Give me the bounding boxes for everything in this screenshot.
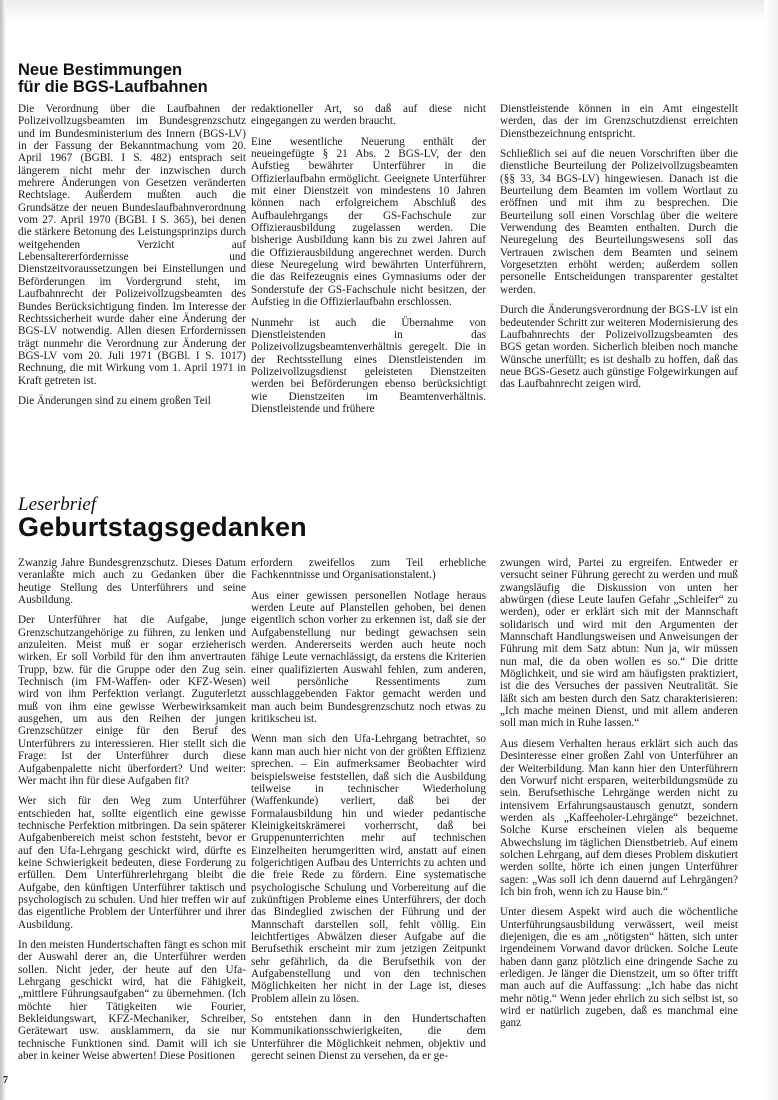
paragraph: Die Verordnung über die Laufbahnen der Polizeivollzugsbeamten im Bundesgrenzschutz und im Bundesministerium des Innern (BGS-LV) in der Fassung der Bekanntmachung vom 20. April 1967 (BGBl. I S. 482) entsprach seit längerem nicht mehr der inzwischen durch mehrere Änderungen von Gesetzen veränderten Rechtslage. Außerdem mußten auch die Grundsätze der neuen Bundeslaufbahnverordnung vom 27. April 1970 (BGBl. I S. 365), bei denen die stärkere Betonung des Leistungsprinzips durch weitgehenden Verzicht auf Lebensaltererfordernisse und Dienstzeitvoraussetzungen bei Einstellungen und Beförderungen im Vordergrund steht, im Laufbahnrecht der Polizeivollzugsbeamten des Bundes Berücksichtigung finden. Im Interesse der Rechtssicherheit wurde daher eine Änderung der BGS-LV notwendig. Allen diesen Erfordernissen trägt nunmehr die Verordnung zur Änderung der BGS-LV vom 20. Juli 1971 (BGBl. I S. 1017) Rechnung, die mit Wirkung vom 1. April 1971 in Kraft getreten ist. — [18, 103, 246, 387]
article1-headline — [18, 62, 208, 96]
scan-shadow-top — [0, 0, 778, 22]
paragraph: Die Änderungen sind zu einem großen Teil — [18, 394, 211, 407]
article1-headline-line2: für die BGS-Laufbahnen — [18, 78, 208, 96]
paragraph: Wenn man sich den Ufa-Lehrgang betrachtet, so kann man auch hier nicht von der größten Effizienz sprechen. – Ein aufmerksamer Beobachter wird beispielsweise feststellen, daß sich die Ausbildung teilweise in technischer Wiederholung (Waffenkunde) verliert, daß bei der Formalausbildung hin und wieder pedantische Kleinigkeitskrämerei vorherrscht, daß bei Gruppenunterrichten mehr auf technischen Einzelheiten herumgeritten wird, anstatt auf einen folgerichtigen Aufbau des Unterrichts zu achten und die freie Rede zu fördern. Eine systematische psychologische Schulung und Vorbereitung auf die zukünftigen Probleme eines Unterführers, der doch das Bindeglied zwischen der Führung und der Mannschaft darstellen soll, fehlt völlig. Ein leichtfertiges Abwälzen dieser Aufgabe auf die Berufsethik erscheint mir zum jetzigen Zeitpunkt sehr gefährlich, da die Berufsethik von der Aufgabenstellung und von den technischen Möglichkeiten her nicht in der Lage ist, dieses Problem allein zu lösen. — [251, 733, 486, 1005]
article1-column-2 — [251, 103, 486, 423]
page-number: 7 — [3, 1075, 8, 1086]
paragraph: Unter diesem Aspekt wird auch die wöchentliche Unterführungsausbildung verwässert, weil meist diejenigen, die es am „nötigsten“ hätten, sich unter irgendeinem Vorwand davor drücken. Solche Leute haben dann ganz plötzlich eine dringende Sache zu erledigen. Je länger die Dienstzeit, um so öfter trifft man auch auf die Auffassung: „Ich habe das nicht mehr nötig.“ Wenn jeder ehrlich zu sich selbst ist, so wird er natürlich zugeben, daß es manchmal eine ganz — [500, 906, 738, 1030]
paragraph: Nunmehr ist auch die Übernahme von Dienstleistenden in das Polizeivollzugsbeamtenverhältnis geregelt. Die in der Rechtsstellung eines Dienstleistenden im Polizeivollzugsdienst geleisteten Dienstzeiten werden bei Beförderungen ebenso berücksichtigt wie Dienstzeiten im Beamtenverhältnis. Dienstleistende und frühere — [251, 316, 486, 415]
paragraph: Aus diesem Verhalten heraus erklärt sich auch das Desinteresse einer großen Zahl von Unterführer an der Weiterbildung. Man kann hier den Unterführern den Vorwurf nicht ersparen, weiterbildungsmüde zu sein. Berufsethische Lehrgänge werden nicht zu intensivem Erfahrungsaustausch genutzt, sondern werden als „Kaffeeholer-Lehrgänge“ bezeichnet. Solche Kurse erscheinen vielen als bequeme Abwechslung im täglichen Dienstbetrieb. Auf einem solchen Lehrgang, auf dem dieses Problem diskutiert werden sollte, hörte ich einen jungen Unterführer sagen: „Was soll ich denn dauernd auf Lehrgängen? Ich bin froh, wenn ich zu Hause bin.“ — [500, 737, 738, 898]
paragraph: Der Unterführer hat die Aufgabe, junge Grenzschutzangehörige zu führen, zu lenken und anzuleiten. Meist muß er sogar erzieherisch wirken. Er soll Vorbild für den ihm anvertrauten Trupp, bzw. für die Gruppe oder den Zug sein. Technisch (im FM-Waffen- oder KFZ-Wesen) wird von ihm Perfektion verlangt. Zuguterletzt muß von ihm eine gewisse Werbewirksamkeit ausgehen, um aus den Reihen der jungen Grenzschützer einige für den Beruf des Unterführers zu interessieren. Hier stellt sich die Frage: Ist der Unterführer durch diese Aufgabenpalette nicht überfordert? Und weiter: Wer macht ihn für diese Aufgaben fit? — [18, 614, 246, 787]
article1-column-3 — [500, 103, 738, 399]
paragraph: Schließlich sei auf die neuen Vorschriften über die dienstliche Beurteilung der Polizeivollzugsbeamten (§§ 33, 34 BGS-LV) hingewiesen. Danach ist die Beurteilung dem Beamten im vollem Wortlaut zu eröffnen und mit ihm zu besprechen. Die Beurteilung soll einen Vorschlag über die weitere Verwendung des Beamten enthalten. Durch die Neuregelung des Beurteilungswesens soll das Vertrauen zwischen dem Beamten und seinem Vorgesetzten erhöht werden; außerdem sollen personelle Entscheidungen transparenter gestaltet werden. — [500, 148, 738, 296]
scan-shadow-right — [764, 0, 778, 1100]
paragraph: Eine wesentliche Neuerung enthält der neueingefügte § 21 Abs. 2 BGS-LV, der den Aufstieg bewährter Unterführer in die Offizierlaufbahn ermöglicht. Geeignete Unterführer mit einer Dienstzeit von mindestens 10 Jahren können nach erfolgreichem Abschluß des Aufbaulehrgangs der GS-Fachschule zur Offizierausbildung zugelassen werden. Die bisherige Ausbildung kann bis zu zwei Jahren auf die Offizierausbildung angerechnet werden. Durch diese Neuregelung wird bewährten Unterführern, die das Reifezeugnis eines Gymnasiums oder der Sonderstufe der GS-Fachschule nicht besitzen, der Aufstieg in die Offizierlaufbahn erschlossen. — [251, 135, 486, 309]
paragraph: zwungen wird, Partei zu ergreifen. Entweder er versucht seiner Führung gerecht zu werden und muß zwangsläufig die Diskussion von unten her abwürgen (diese Leute laufen Gefahr „Schleifer“ zu werden), oder er erklärt sich mit der Mannschaft solidarisch und wird mit den Argumenten der Mannschaft Handlungsweisen und Anweisungen der Führung mit dem Satz abtun: Nun ja, wir müssen nun mal, die da oben wollen es so.“ Die dritte Möglichkeit, und sie wird am häufigsten praktiziert, ist die des Versuches der passiven Neutralität. Sie läßt sich am besten durch den Satz charakterisieren: „Ich mache meinen Dienst, und mit allem anderen soll man mich in Ruhe lassen.“ — [500, 557, 738, 730]
paragraph: So entstehen dann in den Hundertschaften Kommunikationsschwierigkeiten, die dem Unterführer die Möglichkeit nehmen, objektiv und gerecht seinen Dienst zu versehen, da er ge- — [251, 1013, 486, 1063]
article2-column-1 — [18, 557, 246, 1070]
paragraph: redaktioneller Art, so daß auf diese nicht eingegangen zu werden braucht. — [251, 103, 486, 128]
paragraph: erfordern zweifellos zum Teil erhebliche Fachkenntnisse und Organisationstalent.) — [251, 557, 486, 582]
article1-column-1 — [18, 103, 246, 415]
article2-headline: Geburtstagsgedanken — [18, 512, 307, 542]
paragraph: Zwanzig Jahre Bundesgrenzschutz. Dieses Datum veranlaßte mich auch zu Gedanken über die heutige Stellung des Unterführers und seine Ausbildung. — [18, 557, 246, 607]
article2-kicker: Leserbrief — [18, 494, 97, 515]
paragraph: Durch die Änderungsverordnung der BGS-LV ist ein bedeutender Schritt zur weiteren Modernisierung des Laufbahnrechts der Polizeivollzugsbeamten des BGS getan worden. Sicherlich bleiben noch manche Wünsche unerfüllt; es ist deshalb zu hoffen, daß das neue BGS-Gesetz auch günstige Folgewirkungen auf das Laufbahnrecht zeigen wird. — [500, 304, 738, 391]
article2-column-3 — [500, 557, 738, 1038]
paragraph: Wer sich für den Weg zum Unterführer entschieden hat, sollte eigentlich eine gewisse technische Perfektion mitbringen. Da sein späterer Aufgabenbereich meist schon feststeht, bevor er auf den Ufa-Lehrgang geschickt wird, dürfte es keine Schwierigkeit bedeuten, diese Forderung zu erfüllen. Dem Unterführerlehrgang bleibt die Aufgabe, den künftigen Unterführer taktisch und psychologisch zu schulen. Und hier treffen wir auf das eigentliche Problem der Unterführer und ihrer Ausbildung. — [18, 795, 246, 931]
article2-column-2 — [251, 557, 486, 1070]
scan-shadow-left — [0, 0, 6, 1100]
paragraph: Dienstleistende können in ein Amt eingestellt werden, das der im Grenzschutzdienst erreichten Dienstbezeichnung entspricht. — [500, 103, 738, 140]
article1-headline-line1: Neue Bestimmungen — [18, 61, 183, 79]
paragraph: Aus einer gewissen personellen Notlage heraus werden Leute auf Planstellen gehoben, bei denen eigentlich schon vorher zu erkennen ist, daß sie der Aufgabenstellung nur bedingt gewachsen sein werden. Andererseits werden auch heute noch fähige Leute vernachlässigt, da erstens die Kriterien einer qualifizierten Auswahl fehlen, zum anderen, weil persönliche Ressentiments zum ausschlaggebenden Faktor gemacht werden und man auch beim Bundesgrenzschutz noch etwas zu kritikscheu ist. — [251, 589, 486, 726]
paragraph: In den meisten Hundertschaften fängt es schon mit der Auswahl derer an, die Unterführer werden sollen. Nicht jeder, der heute auf den Ufa-Lehrgang geschickt wird, hat die Fähigkeit, „mittlere Führungsaufgaben“ zu übernehmen. (Ich möchte hier Tätigkeiten wie Fourier, Bekleidungswart, KFZ-Mechaniker, Schreiber, Gerätewart usw. ausklammern, da sie nur technische Funktionen sind. Damit will ich sie aber in keiner Weise abwerten! Diese Positionen — [18, 938, 246, 1063]
